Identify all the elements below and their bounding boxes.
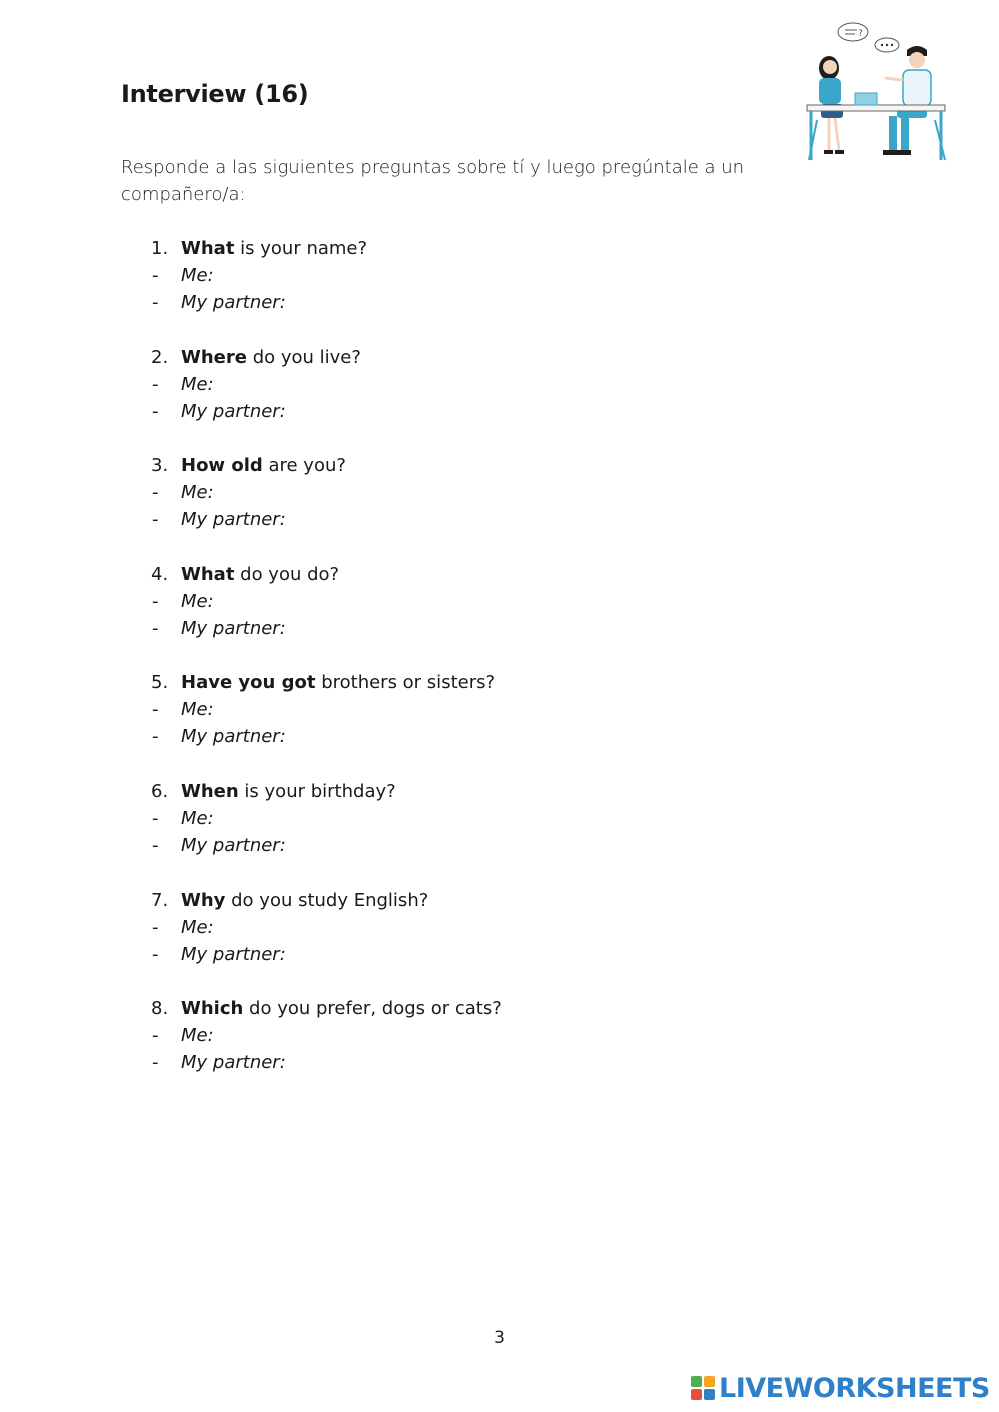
partner-answer[interactable]: My partner: bbox=[181, 1052, 286, 1074]
answer-dash: - bbox=[152, 943, 159, 965]
question-number: 5. bbox=[151, 672, 169, 694]
answer-dash: - bbox=[152, 726, 159, 748]
instructions: Responde a las siguientes preguntas sobre tí y luego pregúntale a un compañero/a: bbox=[121, 157, 745, 205]
brand-name: LIVEWORKSHEETS bbox=[719, 1372, 990, 1404]
question-text: How old are you? bbox=[181, 455, 346, 477]
partner-answer[interactable]: My partner: bbox=[181, 943, 286, 965]
answer-dash: - bbox=[152, 1052, 159, 1074]
question-text: What is your name? bbox=[181, 238, 368, 259]
me-answer[interactable]: Me: bbox=[181, 373, 214, 395]
answer-dash: - bbox=[152, 265, 159, 286]
me-answer[interactable]: Me: bbox=[181, 590, 214, 612]
question-number: 8. bbox=[151, 998, 169, 1020]
me-answer[interactable]: Me: bbox=[181, 807, 214, 829]
answer-dash: - bbox=[152, 617, 159, 639]
question-text: Have you got brothers or sisters? bbox=[181, 672, 496, 694]
liveworksheets-brand[interactable] bbox=[690, 1370, 990, 1406]
question-text: Why do you study English? bbox=[181, 889, 429, 911]
answer-dash: - bbox=[152, 292, 159, 313]
me-answer[interactable]: Me: bbox=[181, 1025, 214, 1047]
question-text: What do you do? bbox=[181, 563, 340, 585]
question-text: Which do you prefer, dogs or cats? bbox=[181, 998, 502, 1020]
answer-dash: - bbox=[152, 916, 159, 938]
me-answer[interactable]: Me: bbox=[181, 916, 214, 938]
question-item bbox=[121, 344, 741, 453]
interview-illustration-icon bbox=[805, 20, 950, 165]
partner-answer[interactable]: My partner: bbox=[181, 834, 286, 856]
question-item bbox=[121, 778, 741, 887]
answer-dash: - bbox=[152, 807, 159, 829]
question-text: When is your birthday? bbox=[181, 780, 396, 802]
question-number: 6. bbox=[151, 780, 169, 802]
partner-answer[interactable]: My partner: bbox=[181, 509, 286, 531]
partner-answer[interactable]: My partner: bbox=[181, 400, 286, 422]
question-number: 4. bbox=[151, 563, 169, 585]
question-item bbox=[121, 669, 741, 778]
answer-dash: - bbox=[152, 590, 159, 612]
answer-dash: - bbox=[152, 1025, 159, 1047]
me-answer[interactable]: Me: bbox=[181, 699, 214, 721]
answer-dash: - bbox=[152, 400, 159, 422]
answer-dash: - bbox=[152, 373, 159, 395]
partner-answer[interactable]: My partner: bbox=[181, 292, 286, 313]
page-title: Interview (16) bbox=[121, 80, 309, 108]
answer-dash: - bbox=[152, 482, 159, 504]
question-item bbox=[121, 561, 741, 670]
question-number: 7. bbox=[151, 889, 169, 911]
liveworksheets-logo-icon bbox=[690, 1375, 716, 1401]
question-item bbox=[121, 887, 741, 996]
question-list bbox=[121, 235, 741, 1104]
question-number: 1. bbox=[151, 238, 169, 259]
answer-dash: - bbox=[152, 509, 159, 531]
partner-answer[interactable]: My partner: bbox=[181, 617, 286, 639]
question-text: Where do you live? bbox=[181, 346, 361, 368]
answer-dash: - bbox=[152, 834, 159, 856]
svg-text:?: ? bbox=[858, 29, 863, 39]
page-number: 3 bbox=[494, 1328, 505, 1348]
me-answer[interactable]: Me: bbox=[181, 482, 214, 504]
answer-dash: - bbox=[152, 699, 159, 721]
question-number: 2. bbox=[151, 346, 169, 368]
me-answer[interactable]: Me: bbox=[181, 265, 214, 286]
question-item bbox=[121, 995, 741, 1104]
partner-answer[interactable]: My partner: bbox=[181, 726, 286, 748]
question-number: 3. bbox=[151, 455, 169, 477]
question-item bbox=[121, 235, 741, 344]
question-item bbox=[121, 452, 741, 561]
